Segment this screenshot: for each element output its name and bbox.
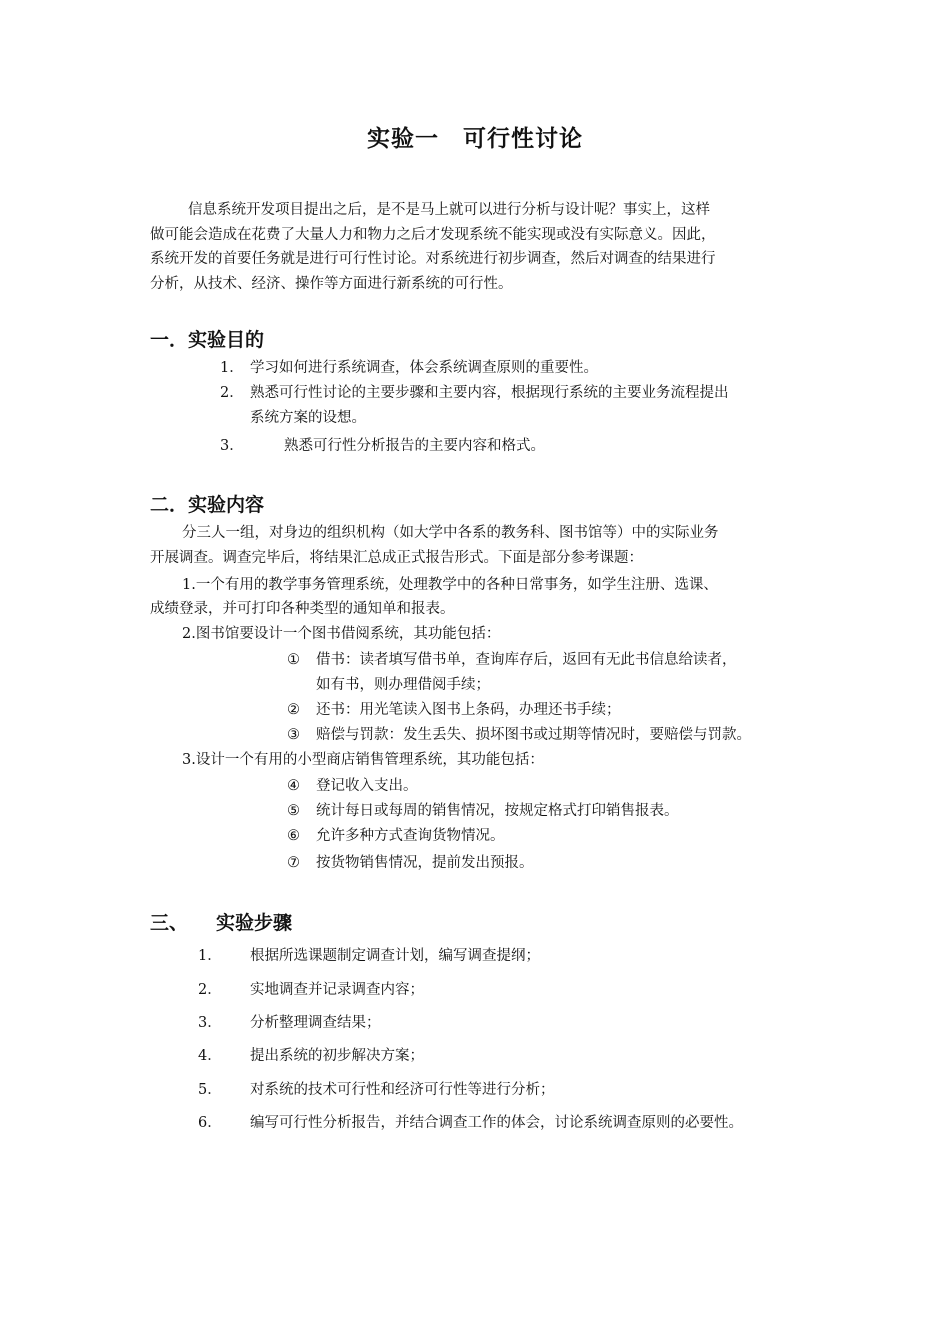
step-number: 6． [198, 1115, 222, 1131]
list-item: 借书：读者填写借书单，查询库存后，返回有无此书信息给读者， [316, 652, 737, 668]
list-item: 熟悉可行性讨论的主要步骤和主要内容，根据现行系统的主要业务流程提出 [250, 385, 729, 401]
list-number: 1． [220, 360, 244, 376]
content-para-line-2: 开展调查。调查完毕后，将结果汇总成正式报告形式。下面是部分参考课题： [150, 550, 643, 566]
step-item: 分析整理调查结果； [250, 1015, 381, 1031]
circled-number: ④ [287, 778, 300, 794]
topic-2-heading: 2.图书馆要设计一个图书借阅系统，其功能包括： [182, 626, 501, 642]
step-number: 1． [198, 948, 222, 964]
step-item: 根据所选课题制定调查计划，编写调查提纲； [250, 948, 540, 964]
circled-number: ① [287, 652, 300, 668]
section-heading-objectives: 一．实验目的 [150, 329, 265, 351]
topic-3-heading: 3.设计一个有用的小型商店销售管理系统，其功能包括： [182, 752, 544, 768]
list-item: 赔偿与罚款：发生丢失、损坏图书或过期等情况时，要赔偿与罚款。 [316, 727, 751, 743]
circled-number: ⑦ [287, 855, 300, 871]
step-item: 提出系统的初步解决方案； [250, 1048, 424, 1064]
circled-number: ⑥ [287, 828, 300, 844]
list-number: 2． [220, 385, 244, 401]
list-item: 熟悉可行性分析报告的主要内容和格式。 [284, 438, 545, 454]
list-item: 还书：用光笔读入图书上条码，办理还书手续； [316, 702, 621, 718]
section-heading-steps: 实验步骤 [216, 912, 293, 934]
intro-line-4: 分析，从技术、经济、操作等方面进行新系统的可行性。 [150, 276, 513, 292]
list-item: 允许多种方式查询货物情况。 [316, 828, 505, 844]
list-number: 3． [220, 438, 244, 454]
circled-number: ③ [287, 727, 300, 743]
list-item-continuation: 如有书，则办理借阅手续； [316, 677, 490, 693]
topic-1-line-1: 1.一个有用的教学事务管理系统，处理教学中的各种日常事务，如学生注册、选课、 [182, 577, 718, 593]
circled-number: ⑤ [287, 803, 300, 819]
section-heading-content: 二．实验内容 [150, 494, 265, 516]
circled-number: ② [287, 702, 300, 718]
intro-line-1: 信息系统开发项目提出之后，是不是马上就可以进行分析与设计呢？事实上，这样 [188, 202, 710, 218]
step-number: 4． [198, 1048, 222, 1064]
step-number: 5． [198, 1082, 222, 1098]
page-title: 实验一 可行性讨论 [367, 126, 583, 152]
step-number: 3． [198, 1015, 222, 1031]
list-item: 按货物销售情况，提前发出预报。 [316, 855, 534, 871]
section-number: 三、 [150, 912, 189, 934]
list-item: 学习如何进行系统调查，体会系统调查原则的重要性。 [250, 360, 598, 376]
step-number: 2． [198, 982, 222, 998]
content-para-line-1: 分三人一组，对身边的组织机构（如大学中各系的教务科、图书馆等）中的实际业务 [182, 525, 719, 541]
step-item: 编写可行性分析报告，并结合调查工作的体会，讨论系统调查原则的必要性。 [250, 1115, 743, 1131]
step-item: 实地调查并记录调查内容； [250, 982, 424, 998]
intro-line-3: 系统开发的首要任务就是进行可行性讨论。对系统进行初步调查，然后对调查的结果进行 [150, 251, 716, 267]
list-item: 登记收入支出。 [316, 778, 418, 794]
intro-line-2: 做可能会造成在花费了大量人力和物力之后才发现系统不能实现或没有实际意义。因此， [150, 227, 716, 243]
step-item: 对系统的技术可行性和经济可行性等进行分析； [250, 1082, 555, 1098]
list-item: 统计每日或每周的销售情况，按规定格式打印销售报表。 [316, 803, 679, 819]
list-item-continuation: 系统方案的设想。 [250, 410, 366, 426]
topic-1-line-2: 成绩登录，并可打印各种类型的通知单和报表。 [150, 601, 455, 617]
